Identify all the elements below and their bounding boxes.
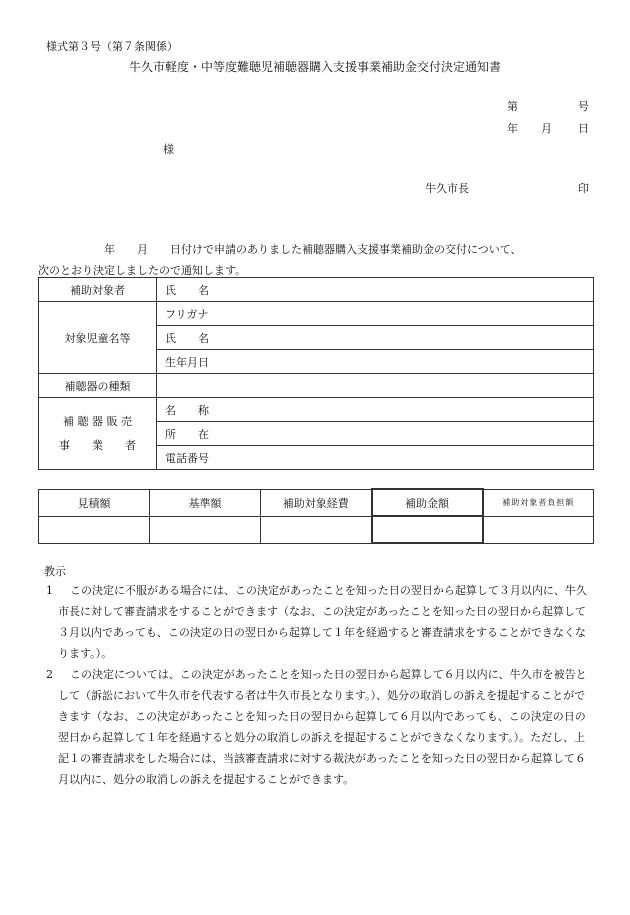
subject-label: 補助対象者: [39, 278, 157, 302]
notice-item-2-number: 2: [46, 668, 53, 681]
recipient-honorific: 様: [163, 143, 174, 156]
estimate-cell: [39, 516, 150, 543]
child-birth-field: 生年月日: [157, 350, 594, 374]
child-furigana-field: フリガナ: [157, 302, 594, 326]
notice-item-1-text: この決定に不服がある場合には、この決定があったことを知った日の翌日から起算して３月以内に、牛久市長に対して審査請求をすることができます（なお、この決定があったことを知った日の翌日から起算して３月以内であっても、この決定の日の翌日から起算して１年を経過すると審査請求をすることができなくなります。）。: [58, 584, 587, 660]
form-number: 様式第３号（第７条関係）: [46, 40, 178, 53]
notice-item-1: [46, 580, 594, 664]
seal-mark: 印: [578, 182, 589, 195]
eligible-cost-cell: [261, 516, 372, 543]
notice-item-1-number: 1: [46, 584, 53, 597]
issuer-name: 牛久市長: [425, 182, 469, 195]
seller-label-line-1: 補 聴 器 販 売: [63, 414, 132, 428]
date-year: 年: [507, 122, 518, 135]
date-month: 月: [541, 122, 552, 135]
number-suffix: 号: [578, 100, 589, 113]
header-burden: 補助対象者負担額: [483, 489, 594, 516]
seller-name-field: 名 称: [157, 398, 594, 422]
subject-name-field: 氏 名: [157, 278, 594, 302]
header-eligible-cost: 補助対象経費: [261, 489, 372, 516]
seller-phone-field: 電話番号: [157, 446, 594, 470]
burden-cell: [483, 516, 594, 543]
body-line-1-text: 日付けで申請のありました補聴器購入支援事業補助金の交付について、: [170, 243, 522, 256]
body-line-1: [46, 241, 522, 257]
notice-item-2: [46, 664, 594, 790]
document-title: 牛久市軽度・中等度難聴児補聴器購入支援事業補助金交付決定通知書: [128, 60, 501, 74]
body-month: 月: [137, 243, 148, 256]
seller-label-line-2: 事 業 者: [59, 438, 136, 452]
number-prefix: 第: [507, 100, 518, 113]
header-subsidy-amount: 補助金額: [372, 489, 483, 516]
notice-item-2-text: この決定については、この決定があったことを知った日の翌日から起算して６月以内に、牛久市を被告として（訴訟において牛久市を代表する者は牛久市長となります。）、処分の取消しの訴えを提起することができます（なお、この決定があったことを知った日の翌日から起算して６月以内であっても、この決定の日の翌日から起算して１年を経過すると処分の取消しの訴えを提起することができなくなります。）。ただし、上記１の審査請求をした場合には、当該審査請求に対する裁決があったことを知った日の翌日から起算して６月以内に、処分の取消しの訴えを提起することができます。: [58, 668, 587, 786]
body-year: 年: [104, 243, 115, 256]
applicant-info-table: [38, 277, 594, 470]
header-standard: 基準額: [150, 489, 261, 516]
body-line-2: 次のとおり決定しましたので通知します。: [38, 264, 247, 277]
device-field: [157, 374, 594, 398]
child-label: 対象児童名等: [39, 302, 157, 374]
notice-heading: 教示: [44, 565, 66, 578]
header-estimate: 見積額: [39, 489, 150, 516]
amount-table: [38, 488, 594, 544]
device-label: 補聴器の種類: [39, 374, 157, 398]
child-name-field: 氏 名: [157, 326, 594, 350]
seller-label: [39, 398, 157, 470]
standard-cell: [150, 516, 261, 543]
subsidy-amount-cell: [372, 516, 483, 543]
date-day: 日: [578, 122, 589, 135]
seller-address-field: 所 在: [157, 422, 594, 446]
